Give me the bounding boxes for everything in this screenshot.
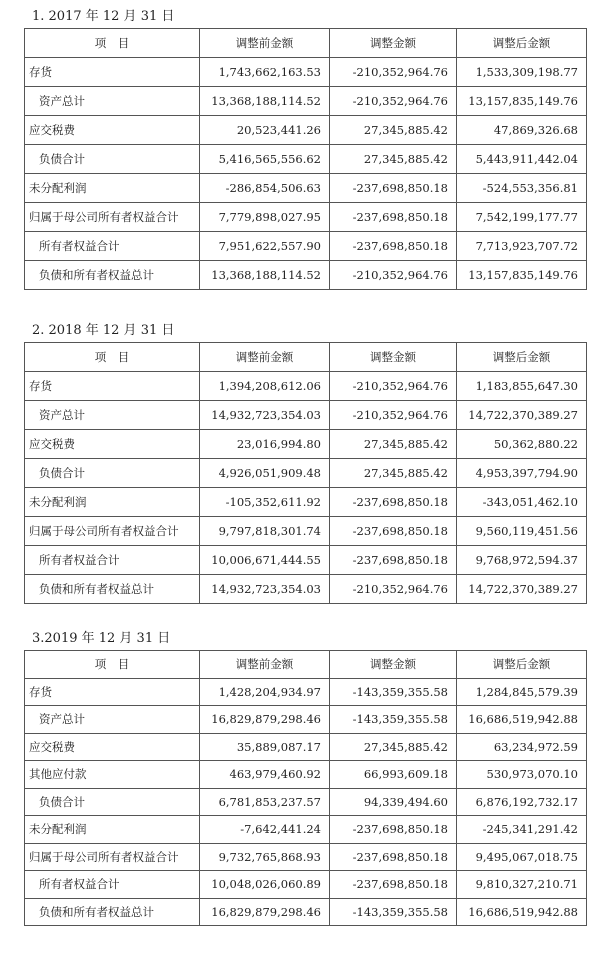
value-after: 16,686,519,942.88 [457,706,587,734]
row-label: 未分配利润 [25,816,200,844]
row-label: 资产总计 [25,401,200,430]
value-adjustment: -237,698,850.18 [330,843,457,871]
value-adjustment: -210,352,964.76 [330,261,457,290]
value-adjustment: -237,698,850.18 [330,871,457,899]
header-before: 调整前金额 [200,29,330,58]
table-row [25,843,587,871]
value-before: -105,352,611.92 [200,488,330,517]
value-before: 20,523,441.26 [200,116,330,145]
value-adjustment: -237,698,850.18 [330,546,457,575]
value-before: 10,006,671,444.55 [200,546,330,575]
row-label: 应交税费 [25,430,200,459]
row-label: 未分配利润 [25,174,200,203]
value-before: 1,394,208,612.06 [200,372,330,401]
value-before: -7,642,441.24 [200,816,330,844]
value-adjustment: -210,352,964.76 [330,372,457,401]
value-after: 530,973,070.10 [457,761,587,789]
value-before: 463,979,460.92 [200,761,330,789]
row-label: 存货 [25,372,200,401]
row-label: 负债和所有者权益总计 [25,261,200,290]
value-after: 7,713,923,707.72 [457,232,587,261]
value-after: 47,869,326.68 [457,116,587,145]
header-before: 调整前金额 [200,343,330,372]
value-before: 35,889,087.17 [200,733,330,761]
value-adjustment: 27,345,885.42 [330,116,457,145]
value-adjustment: 27,345,885.42 [330,733,457,761]
value-adjustment: -237,698,850.18 [330,488,457,517]
value-after: 13,157,835,149.76 [457,87,587,116]
value-adjustment: -210,352,964.76 [330,58,457,87]
value-adjustment: -210,352,964.76 [330,575,457,604]
row-label: 负债合计 [25,459,200,488]
section-title: 3.2019 年 12 月 31 日 [32,631,171,646]
table-row [25,761,587,789]
value-after: 9,495,067,018.75 [457,843,587,871]
value-after: -524,553,356.81 [457,174,587,203]
section-2018 [24,320,586,604]
table-row [25,488,587,517]
section-title: 2. 2018 年 12 月 31 日 [32,323,175,338]
row-label: 负债和所有者权益总计 [25,575,200,604]
value-before: 5,416,565,556.62 [200,145,330,174]
row-label: 未分配利润 [25,488,200,517]
table-row [25,546,587,575]
value-after: 9,810,327,210.71 [457,871,587,899]
value-after: 1,183,855,647.30 [457,372,587,401]
value-after: 1,533,309,198.77 [457,58,587,87]
value-before: 7,779,898,027.95 [200,203,330,232]
table-row [25,372,587,401]
value-before: 9,797,818,301.74 [200,517,330,546]
value-adjustment: -210,352,964.76 [330,401,457,430]
table-row [25,459,587,488]
row-label: 资产总计 [25,87,200,116]
row-label: 其他应付款 [25,761,200,789]
value-before: 9,732,765,868.93 [200,843,330,871]
value-adjustment: -143,359,355.58 [330,898,457,926]
row-label: 存货 [25,58,200,87]
header-after: 调整后金额 [457,343,587,372]
table-row [25,706,587,734]
value-before: 4,926,051,909.48 [200,459,330,488]
value-adjustment: -237,698,850.18 [330,517,457,546]
adjustment-table [24,28,587,290]
row-label: 归属于母公司所有者权益合计 [25,203,200,232]
value-adjustment: -237,698,850.18 [330,816,457,844]
value-before: 13,368,188,114.52 [200,261,330,290]
value-after: 63,234,972.59 [457,733,587,761]
value-before: 13,368,188,114.52 [200,87,330,116]
value-after: -343,051,462.10 [457,488,587,517]
header-adjustment: 调整金额 [330,343,457,372]
value-after: 6,876,192,732.17 [457,788,587,816]
table-row [25,203,587,232]
value-adjustment: 94,339,494.60 [330,788,457,816]
value-after: 14,722,370,389.27 [457,401,587,430]
table-header-row [25,651,587,679]
table-row [25,816,587,844]
header-after: 调整后金额 [457,651,587,679]
table-row [25,430,587,459]
value-before: 1,743,662,163.53 [200,58,330,87]
row-label: 所有者权益合计 [25,232,200,261]
value-before: 16,829,879,298.46 [200,706,330,734]
table-row [25,733,587,761]
value-after: 1,284,845,579.39 [457,678,587,706]
value-after: 7,542,199,177.77 [457,203,587,232]
row-label: 归属于母公司所有者权益合计 [25,517,200,546]
row-label: 负债合计 [25,788,200,816]
value-after: 9,560,119,451.56 [457,517,587,546]
header-after: 调整后金额 [457,29,587,58]
section-2017 [24,6,586,290]
header-item: 项 目 [25,29,200,58]
header-adjustment: 调整金额 [330,29,457,58]
row-label: 应交税费 [25,733,200,761]
value-after: 4,953,397,794.90 [457,459,587,488]
table-row [25,575,587,604]
row-label: 归属于母公司所有者权益合计 [25,843,200,871]
table-row [25,678,587,706]
value-after: 5,443,911,442.04 [457,145,587,174]
row-label: 存货 [25,678,200,706]
header-before: 调整前金额 [200,651,330,679]
row-label: 负债合计 [25,145,200,174]
value-adjustment: -143,359,355.58 [330,706,457,734]
table-row [25,788,587,816]
value-before: 16,829,879,298.46 [200,898,330,926]
table-row [25,517,587,546]
value-after: 9,768,972,594.37 [457,546,587,575]
table-header-row [25,29,587,58]
row-label: 资产总计 [25,706,200,734]
header-item: 项 目 [25,343,200,372]
table-row [25,261,587,290]
value-before: -286,854,506.63 [200,174,330,203]
value-before: 1,428,204,934.97 [200,678,330,706]
value-adjustment: 27,345,885.42 [330,430,457,459]
table-row [25,174,587,203]
value-after: 13,157,835,149.76 [457,261,587,290]
row-label: 应交税费 [25,116,200,145]
value-before: 10,048,026,060.89 [200,871,330,899]
row-label: 负债和所有者权益总计 [25,898,200,926]
value-adjustment: -237,698,850.18 [330,232,457,261]
section-title: 1. 2017 年 12 月 31 日 [32,9,175,24]
value-before: 23,016,994.80 [200,430,330,459]
value-before: 6,781,853,237.57 [200,788,330,816]
table-row [25,871,587,899]
table-row [25,401,587,430]
table-row [25,145,587,174]
value-adjustment: -210,352,964.76 [330,87,457,116]
header-item: 项 目 [25,651,200,679]
value-before: 7,951,622,557.90 [200,232,330,261]
header-adjustment: 调整金额 [330,651,457,679]
table-row [25,87,587,116]
row-label: 所有者权益合计 [25,546,200,575]
adjustment-table [24,650,587,926]
value-adjustment: -237,698,850.18 [330,203,457,232]
value-before: 14,932,723,354.03 [200,401,330,430]
value-after: 14,722,370,389.27 [457,575,587,604]
table-header-row [25,343,587,372]
adjustment-table [24,342,587,604]
value-adjustment: -237,698,850.18 [330,174,457,203]
value-after: 50,362,880.22 [457,430,587,459]
value-after: 16,686,519,942.88 [457,898,587,926]
value-adjustment: 27,345,885.42 [330,459,457,488]
table-row [25,898,587,926]
value-before: 14,932,723,354.03 [200,575,330,604]
value-after: -245,341,291.42 [457,816,587,844]
value-adjustment: -143,359,355.58 [330,678,457,706]
row-label: 所有者权益合计 [25,871,200,899]
section-2019 [24,628,586,926]
value-adjustment: 27,345,885.42 [330,145,457,174]
table-row [25,116,587,145]
table-row [25,58,587,87]
value-adjustment: 66,993,609.18 [330,761,457,789]
table-row [25,232,587,261]
